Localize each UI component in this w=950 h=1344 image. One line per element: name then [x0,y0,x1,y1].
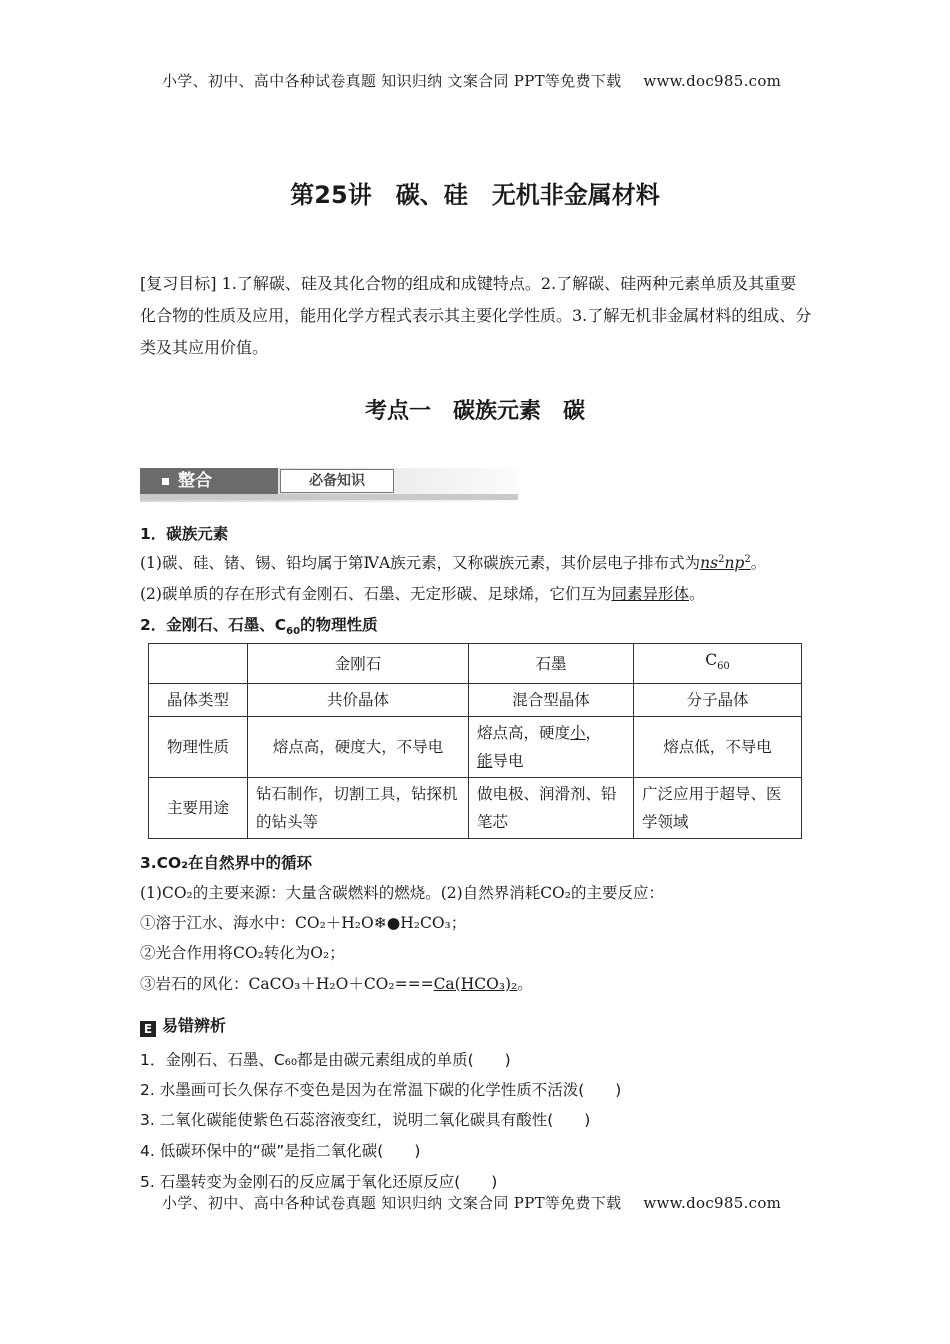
table-row [149,778,802,839]
header-text: 小学、初中、高中各种试卷真题 知识归纳 文案合同 PPT等免费下载 [162,72,622,90]
page-footer [162,1192,781,1213]
table-header-row [149,644,802,684]
s1-p1-text: (1)碳、硅、锗、锡、铅均属于第ⅣA族元素，又称碳族元素，其价层电子排布式为 [140,554,701,572]
table-cell: 晶体类型 [149,684,248,717]
review-objectives [140,268,812,364]
footer-site: www.doc985.com [643,1194,782,1212]
table-cell [149,644,248,684]
header-site: www.doc985.com [643,72,782,90]
table-cell: 做电极、润滑剂、铅笔芯 [469,778,634,839]
allotrope-answer: 同素异形体 [611,585,689,603]
page-header [162,70,781,91]
s3-line1: (1)CO₂的主要来源：大量含碳燃料的燃烧。(2)自然界消耗CO₂的主要反应： [140,884,664,902]
table-cell: 金刚石 [248,644,469,684]
objectives-text: 1.了解碳、硅及其化合物的组成和成键特点。2.了解碳、硅两种元素单质及其重要化合物的性质及应用，能用化学方程式表示其主要化学性质。3.了解无机非金属材料的组成、分类及其应用价值。 [140,274,812,357]
table-cell: 石墨 [469,644,634,684]
page-title: 第25讲 碳、硅 无机非金属材料 [290,181,660,209]
banner-dark-label: 整合 [178,471,212,491]
table-cell: $C_{60}$ [634,644,802,684]
s1-p1: (1)碳、硅、锗、锡、铅均属于第ⅣA族元素，又称碳族元素，其价层电子排布式为$ns^2np^2$。 [140,553,767,572]
knowledge-banner [140,468,518,502]
square-icon [162,478,169,485]
error-heading-label: 易错辨析 [162,1016,227,1035]
electron-config: $ns^2np^2$ [700,553,751,572]
s1-p2: (2)碳单质的存在形式有金刚石、石墨、无定形碳、足球烯，它们互为同素异形体。 [140,585,705,603]
table-cell: 熔点低，不导电 [634,717,802,778]
table-row [149,717,802,778]
error-item: 5. 石墨转变为金刚石的反应属于氧化还原反应( ) [140,1173,498,1191]
footer-text: 小学、初中、高中各种试卷真题 知识归纳 文案合同 PPT等免费下载 [162,1194,622,1212]
s2-heading: 2．金刚石、石墨、$C_{60}$的物理性质 [140,616,378,638]
error-item: 3. 二氧化碳能使紫色石蕊溶液变红，说明二氧化碳具有酸性( ) [140,1111,591,1129]
table-cell: 分子晶体 [634,684,802,717]
s3-line2: ①溶于江水、海水中：CO₂＋H₂O❄●H₂CO₃； [140,914,467,932]
table-row [149,684,802,717]
properties-table [148,643,802,839]
banner-dark [140,468,278,494]
error-item: 1．金刚石、石墨、C₆₀都是由碳元素组成的单质( ) [140,1051,511,1069]
section-title: 考点一 碳族元素 碳 [364,399,585,424]
table-cell: 熔点高，硬度小， 能导电 [469,717,634,778]
error-item: 4. 低碳环保中的“碳”是指二氧化碳( ) [140,1142,421,1160]
s3-heading: 3.CO₂在自然界中的循环 [140,854,313,872]
table-cell: 主要用途 [149,778,248,839]
banner-tag: 必备知识 [280,469,394,493]
table-cell: 共价晶体 [248,684,469,717]
e-icon: E [140,1021,156,1037]
table-cell: 熔点高，硬度大，不导电 [248,717,469,778]
table-cell: 物理性质 [149,717,248,778]
table-cell: 钻石制作，切割工具，钻探机的钻头等 [248,778,469,839]
error-analysis-heading [140,1013,226,1037]
table-cell: 广泛应用于超导、医学领域 [634,778,802,839]
s3-line3: ②光合作用将CO₂转化为O₂； [140,944,345,962]
error-item: 2. 水墨画可长久保存不变色是因为在常温下碳的化学性质不活泼( ) [140,1081,622,1099]
calcium-bicarbonate: Ca(HCO₃)₂ [433,975,518,993]
s1-p2-text: (2)碳单质的存在形式有金刚石、石墨、无定形碳、足球烯，它们互为 [140,585,612,603]
banner-bar [140,494,518,500]
table-cell: 混合型晶体 [469,684,634,717]
s1-heading: 1．碳族元素 [140,525,229,543]
objectives-label: [复习目标] [140,274,217,293]
s3-line4: ③岩石的风化：CaCO₃＋H₂O＋CO₂===Ca(HCO₃)₂。 [140,975,533,993]
